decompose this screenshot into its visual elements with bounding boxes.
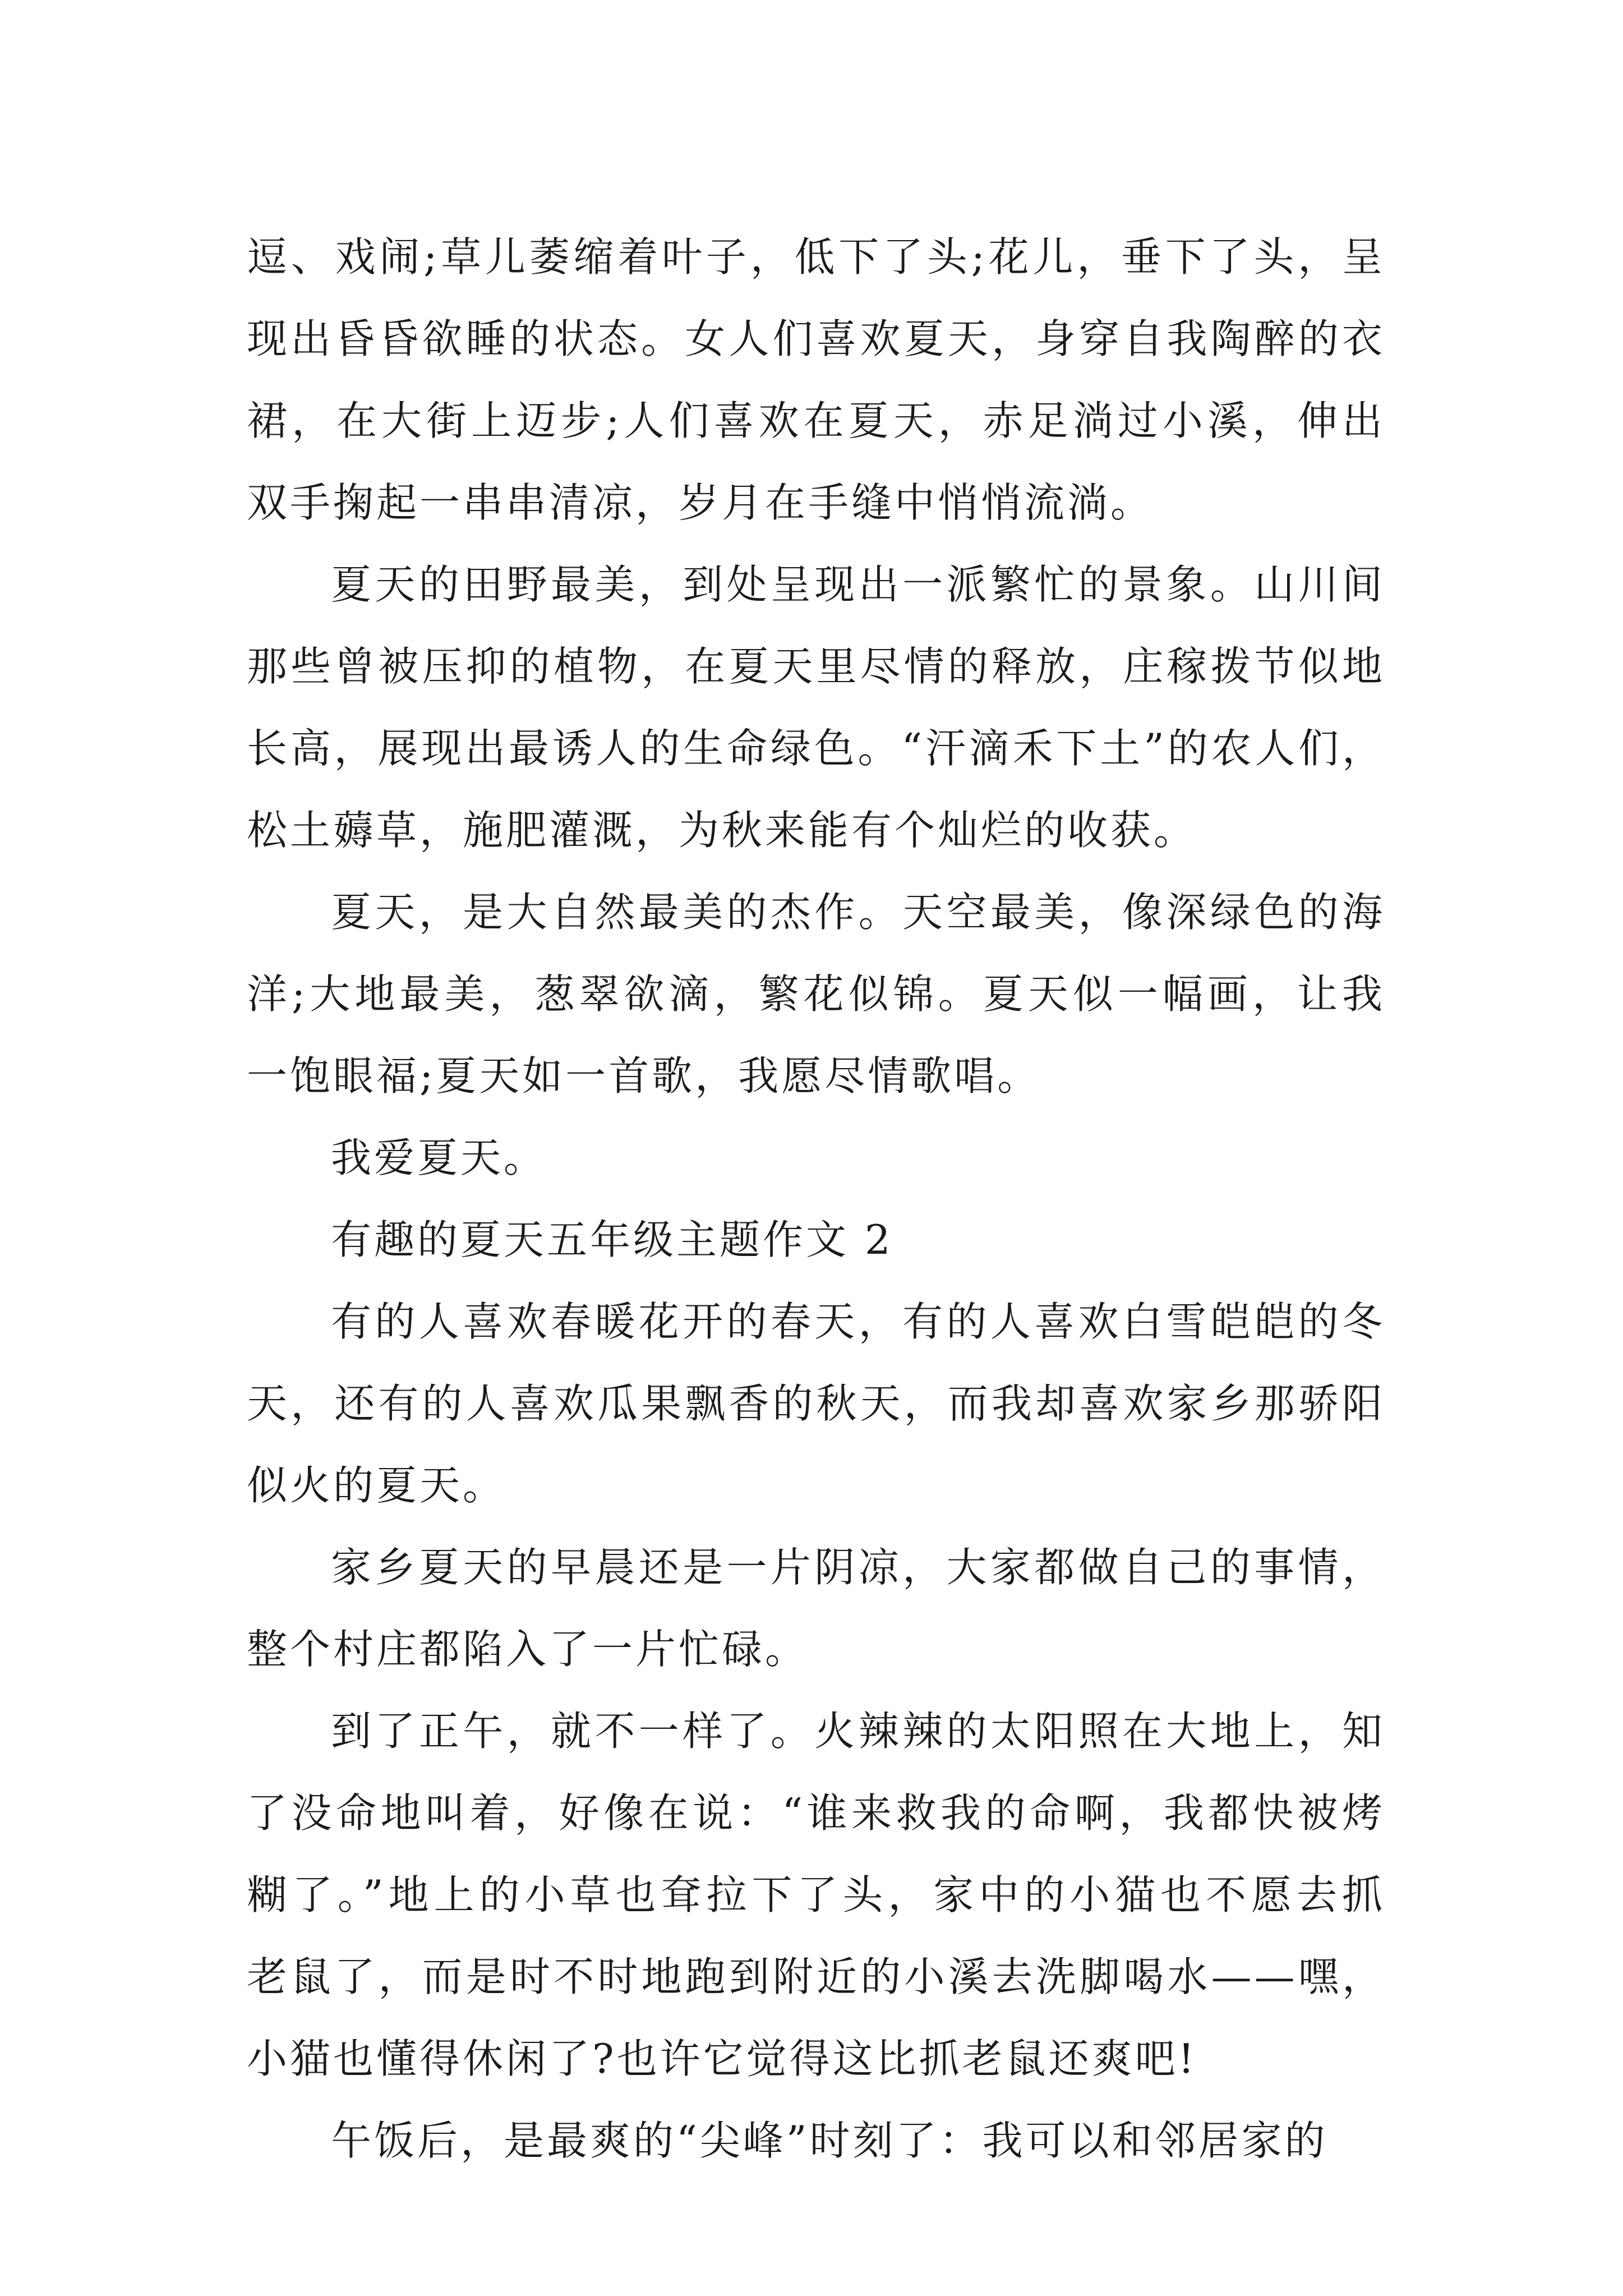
section-title bbox=[247, 1199, 1385, 1281]
text-line: 午饭后，是最爽的“尖峰”时刻了：我可以和邻居家的 bbox=[331, 2117, 1328, 2164]
text-line: 松土薅草，施肥灌溉，为秋来能有个灿烂的收获。 bbox=[247, 807, 1197, 854]
text-line: 家乡夏天的早晨还是一片阴凉，大家都做自己的事情， bbox=[331, 1544, 1385, 1591]
paragraph-4 bbox=[247, 1117, 1385, 1199]
text-line: 天，还有的人喜欢瓜果飘香的秋天，而我却喜欢家乡那骄阳 bbox=[247, 1380, 1385, 1427]
text-line: 洋;大地最美，葱翠欲滴，繁花似锦。夏天似一幅画，让我 bbox=[247, 970, 1385, 1018]
paragraph-5 bbox=[247, 1281, 1385, 1526]
text-line: 逗、戏闹;草儿萎缩着叶子，低下了头;花儿，垂下了头，呈 bbox=[247, 233, 1385, 280]
text-line: 现出昏昏欲睡的状态。女人们喜欢夏天，身穿自我陶醉的衣 bbox=[247, 315, 1385, 362]
text-line: 一饱眼福;夏天如一首歌，我愿尽情歌唱。 bbox=[247, 1052, 1041, 1099]
paragraph-7 bbox=[247, 1690, 1385, 2100]
text-line: 整个村庄都陷入了一片忙碌。 bbox=[247, 1626, 809, 1673]
text-line: 有的人喜欢春暖花开的春天，有的人喜欢白雪皑皑的冬 bbox=[331, 1298, 1385, 1345]
text-line: 裙，在大街上迈步;人们喜欢在夏天，赤足淌过小溪，伸出 bbox=[247, 397, 1385, 444]
paragraph-1 bbox=[247, 216, 1385, 544]
article-body bbox=[247, 216, 1385, 2182]
text-line: 夏天，是大自然最美的杰作。天空最美，像深绿色的海 bbox=[331, 889, 1385, 936]
text-line: 双手掬起一串串清凉，岁月在手缝中悄悄流淌。 bbox=[247, 479, 1154, 526]
text-line: 糊了。”地上的小草也耷拉下了头，家中的小猫也不愿去抓 bbox=[247, 1871, 1385, 1918]
text-line: 我爱夏天。 bbox=[331, 1134, 547, 1181]
text-line: 那些曾被压抑的植物，在夏天里尽情的释放，庄稼拨节似地 bbox=[247, 643, 1385, 690]
text-line: 小猫也懂得休闲了?也许它觉得这比抓老鼠还爽吧! bbox=[247, 2035, 1197, 2082]
paragraph-6 bbox=[247, 1526, 1385, 1690]
text-line: 到了正午，就不一样了。火辣辣的太阳照在大地上，知 bbox=[331, 1708, 1385, 1755]
paragraph-8 bbox=[247, 2100, 1385, 2182]
text-line: 似火的夏天。 bbox=[247, 1462, 506, 1509]
text-line: 了没命地叫着，好像在说：“谁来救我的命啊，我都快被烤 bbox=[247, 1789, 1385, 1837]
text-line: 老鼠了，而是时不时地跑到附近的小溪去洗脚喝水——嘿， bbox=[247, 1953, 1385, 2000]
text-line: 长高，展现出最诱人的生命绿色。“汗滴禾下土”的农人们， bbox=[247, 725, 1385, 772]
paragraph-3 bbox=[247, 871, 1385, 1117]
text-line: 夏天的田野最美，到处呈现出一派繁忙的景象。山川间 bbox=[331, 561, 1385, 608]
essay-title: 有趣的夏天五年级主题作文 2 bbox=[331, 1216, 893, 1263]
paragraph-2 bbox=[247, 544, 1385, 871]
